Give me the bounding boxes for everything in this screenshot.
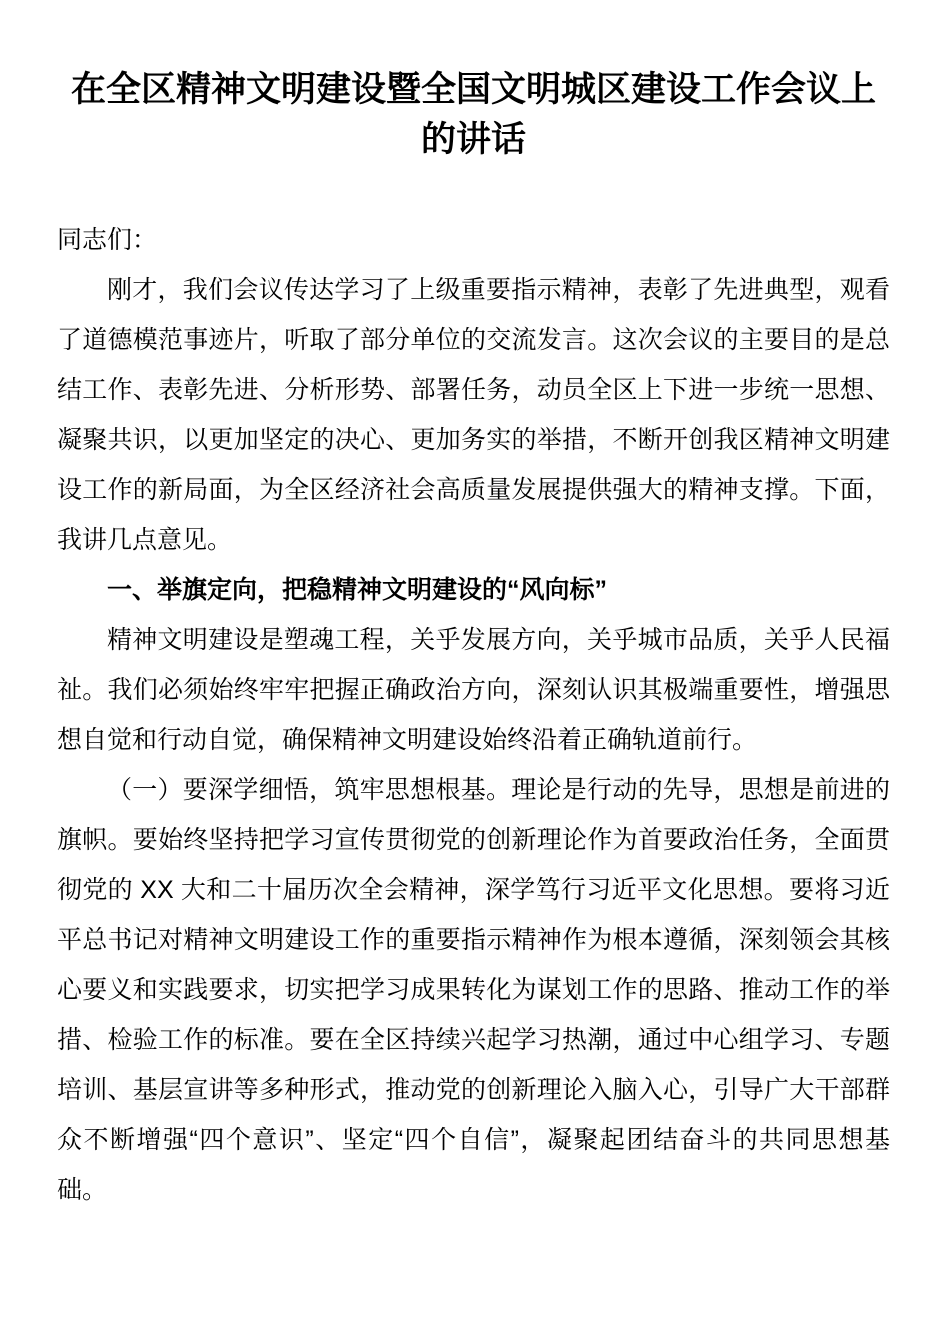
paragraph-point-one: （一）要深学细悟，筑牢思想根基。理论是行动的先导，思想是前进的旗帜。要始终坚持把学习宣传贯彻党的创新理论作为首要政治任务，全面贯彻党的 XX 大和二十届历次全会精神，深学笃行习近平文化思想。要将习近平总书记对精神文明建设工作的重要指示精神作为根本遵循，深刻领会其核心要义和实践要求，切实把学习成果转化为谋划工作的思路、推动工作的举措、检验工作的标准。要在全区持续兴起学习热潮，通过中心组学习、专题培训、基层宣讲等多种形式，推动党的创新理论入脑入心，引导广大干部群众不断增强“四个意识”、坚定“四个自信”，凝聚起团结奋斗的共同思想基础。 (57, 776, 890, 1204)
section-heading-1: 一、举旗定向，把稳精神文明建设的“风向标” (107, 576, 608, 604)
salutation: 同志们： (57, 226, 158, 254)
document-title: 在全区精神文明建设暨全国文明城区建设工作会议上的讲话 (70, 70, 876, 159)
paragraph-section-intro: 精神文明建设是塑魂工程，关乎发展方向，关乎城市品质，关乎人民福祉。我们必须始终牢牢把握正确政治方向，深刻认识其极端重要性，增强思想自觉和行动自觉，确保精神文明建设始终沿着正确轨道前行。 (57, 626, 890, 754)
paragraph-opening: 刚才，我们会议传达学习了上级重要指示精神，表彰了先进典型，观看了道德模范事迹片，听取了部分单位的交流发言。这次会议的主要目的是总结工作、表彰先进、分析形势、部署任务，动员全区上下进一步统一思想、凝聚共识，以更加坚定的决心、更加务实的举措，不断开创我区精神文明建设工作的新局面，为全区经济社会高质量发展提供强大的精神支撑。下面，我讲几点意见。 (57, 276, 890, 554)
